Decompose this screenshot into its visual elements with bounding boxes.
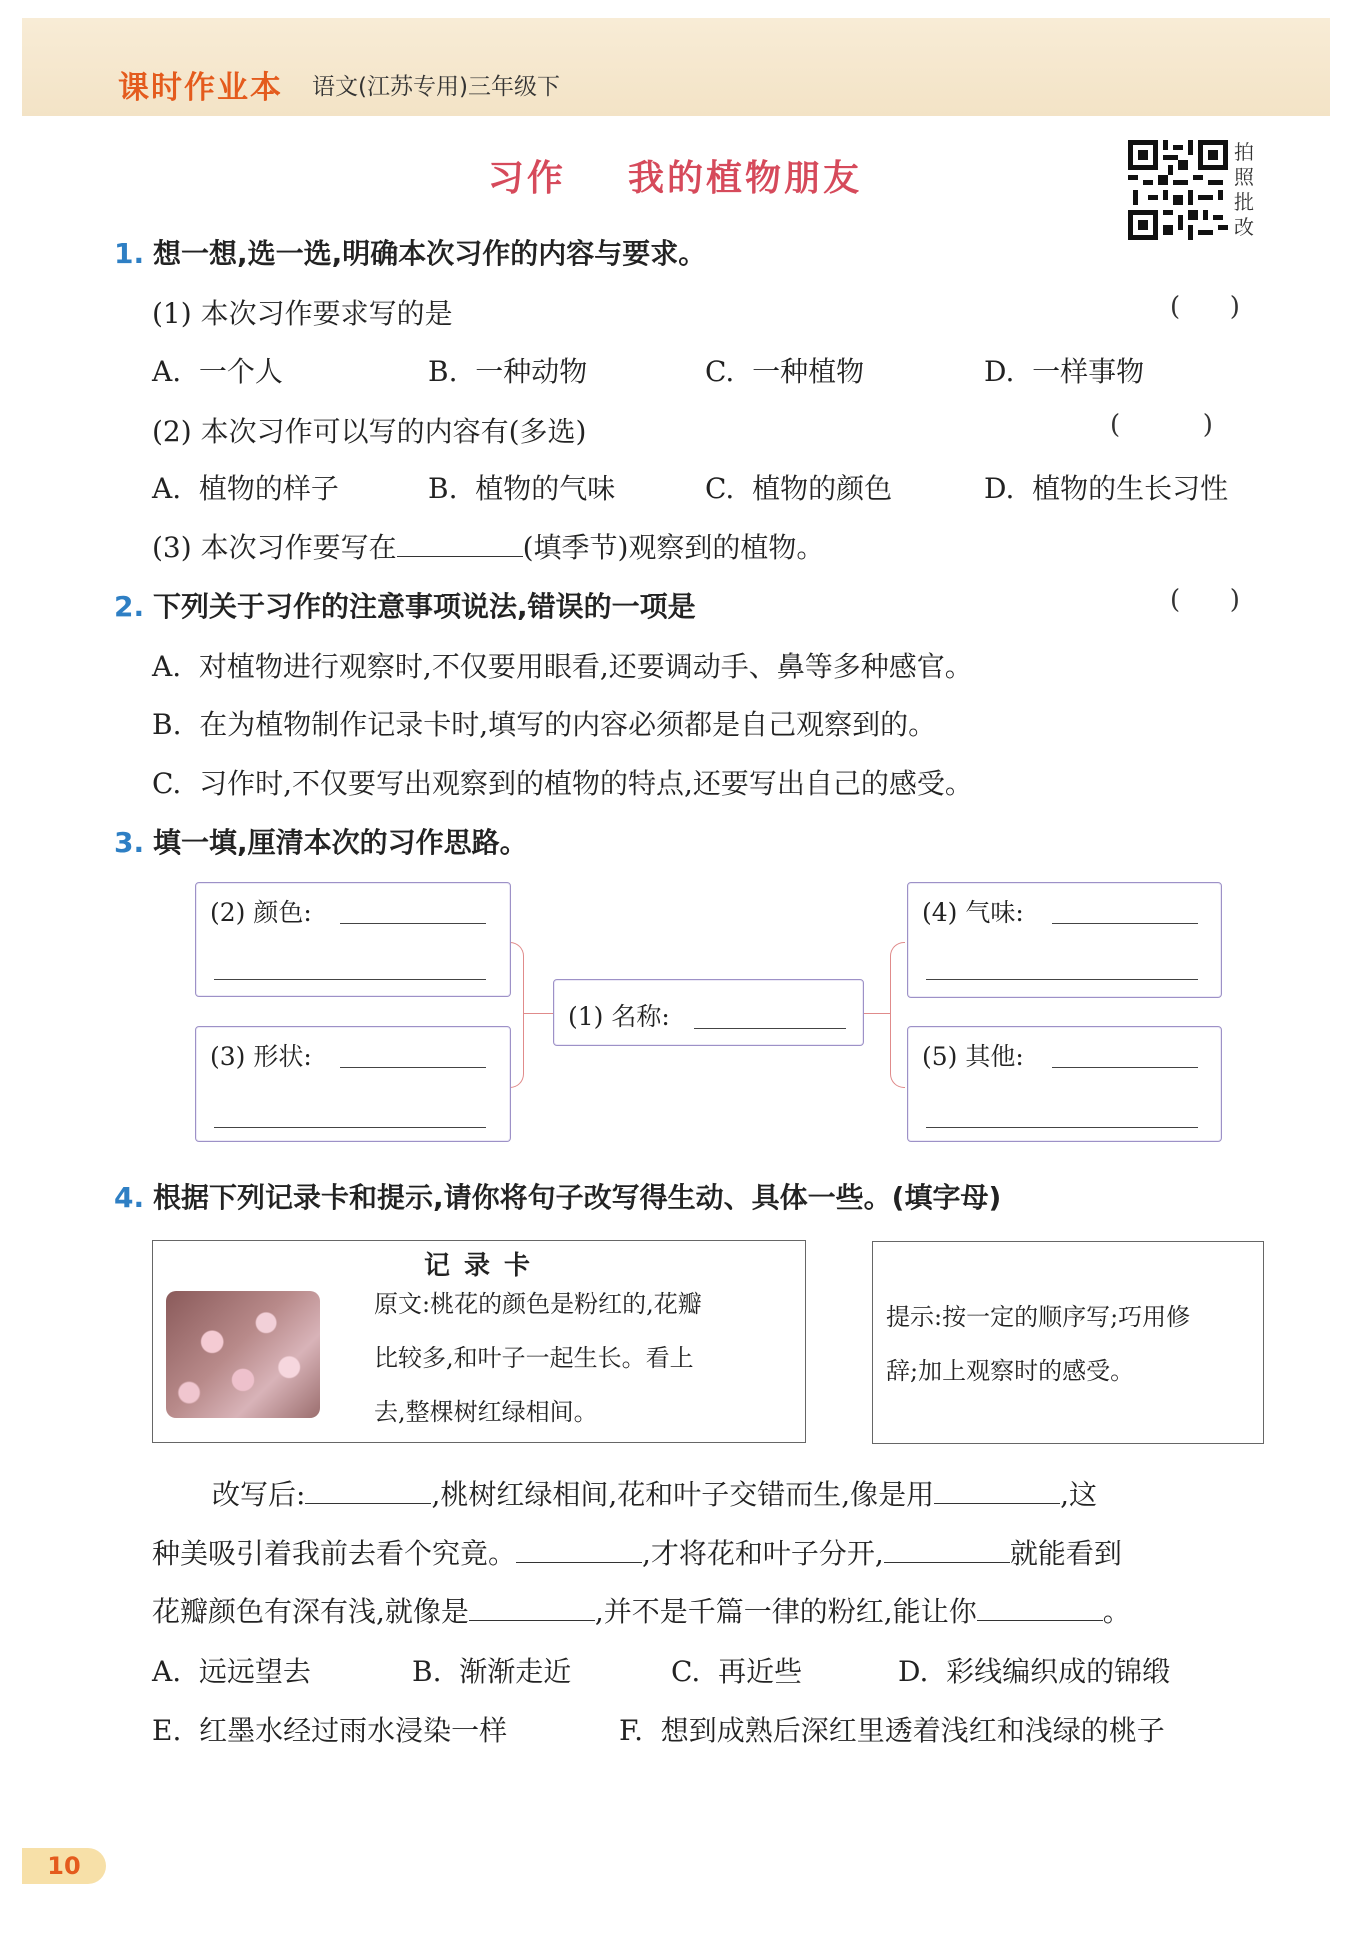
q4-option-c[interactable]: C. 再近些 xyxy=(671,1655,803,1688)
rewrite-1a: 改写后: xyxy=(212,1478,306,1511)
record-card-line-3: 去,整棵树红绿相间。 xyxy=(374,1398,598,1426)
q1-heading xyxy=(114,232,706,272)
rewrite-1b: ,桃树红绿相间,花和叶子交错而生,像是用 xyxy=(431,1478,935,1511)
connector-right xyxy=(890,942,905,1088)
rewrite-blank-6[interactable] xyxy=(977,1619,1103,1621)
rewrite-blank-4[interactable] xyxy=(884,1561,1010,1563)
peach-blossom-image xyxy=(166,1291,320,1418)
subject-label: 语文(江苏专用)三年级下 xyxy=(312,74,560,100)
box-name-label: (1) 名称: xyxy=(568,1002,670,1031)
q4-text: 根据下列记录卡和提示,请你将句子改写得生动、具体一些。(填字母) xyxy=(153,1181,1002,1214)
q4-option-d[interactable]: D. 彩线编织成的锦缎 xyxy=(898,1655,1171,1688)
q1-sub1-option-a[interactable]: A. 一个人 xyxy=(152,355,283,388)
q3-text: 填一填,厘清本次的习作思路。 xyxy=(153,826,528,859)
page-title: 习作 我的植物朋友 xyxy=(487,158,863,199)
box-color-blank-2[interactable] xyxy=(214,979,486,980)
q1-sub1-answer[interactable]: ( ) xyxy=(1170,292,1240,322)
q4-option-b[interactable]: B. 渐渐走近 xyxy=(412,1655,572,1688)
q2-heading xyxy=(114,585,696,625)
q2-option-c[interactable]: C. 习作时,不仅要写出观察到的植物的特点,还要写出自己的感受。 xyxy=(152,767,973,800)
box-other xyxy=(907,1026,1222,1142)
box-shape-blank-2[interactable] xyxy=(214,1127,486,1128)
q3-heading xyxy=(114,821,528,861)
qr-code-icon xyxy=(1128,140,1228,240)
q2-option-b[interactable]: B. 在为植物制作记录卡时,填写的内容必须都是自己观察到的。 xyxy=(152,708,937,741)
record-card-line-2: 比较多,和叶子一起生长。看上 xyxy=(374,1344,694,1372)
rewrite-line-1 xyxy=(212,1473,1097,1513)
rewrite-line-3 xyxy=(152,1590,1131,1630)
q4-heading xyxy=(114,1176,1001,1216)
connector-left-stem xyxy=(523,1013,553,1014)
rewrite-line-2 xyxy=(152,1532,1122,1572)
q1-sub1-option-b[interactable]: B. 一种动物 xyxy=(428,355,588,388)
rewrite-2b: ,才将花和叶子分开, xyxy=(642,1537,884,1570)
rewrite-blank-3[interactable] xyxy=(516,1561,642,1563)
box-smell-blank-2[interactable] xyxy=(926,979,1198,980)
box-other-blank-2[interactable] xyxy=(926,1127,1198,1128)
box-smell xyxy=(907,882,1222,998)
box-color-label: (2) 颜色: xyxy=(210,898,312,927)
record-card-line-1: 原文:桃花的颜色是粉红的,花瓣 xyxy=(374,1290,702,1318)
brand-title: 课时作业本 xyxy=(118,70,283,106)
q1-sub3-before: (3) 本次习作要写在 xyxy=(152,531,397,564)
rewrite-blank-1[interactable] xyxy=(305,1502,431,1504)
q2-number: 2. xyxy=(114,590,145,623)
q1-sub2-answer[interactable]: ( ) xyxy=(1110,410,1213,440)
box-color-blank-1[interactable] xyxy=(340,923,486,924)
box-name-blank[interactable] xyxy=(694,1028,846,1029)
box-color xyxy=(195,882,511,997)
q1-sub2-option-d[interactable]: D. 植物的生长习性 xyxy=(984,472,1229,505)
connector-right-stem xyxy=(862,1013,890,1014)
rewrite-blank-5[interactable] xyxy=(469,1619,595,1621)
q1-sub2-option-c[interactable]: C. 植物的颜色 xyxy=(705,472,893,505)
q1-number: 1. xyxy=(114,237,145,270)
q4-option-e[interactable]: E. 红墨水经过雨水浸染一样 xyxy=(152,1714,508,1747)
box-smell-label: (4) 气味: xyxy=(922,898,1024,927)
box-other-blank-1[interactable] xyxy=(1052,1067,1198,1068)
rewrite-3a: 花瓣颜色有深有浅,就像是 xyxy=(152,1595,469,1628)
q1-sub2-option-a[interactable]: A. 植物的样子 xyxy=(152,472,339,505)
qr-label: 拍照批改 xyxy=(1234,140,1254,239)
box-shape-label: (3) 形状: xyxy=(210,1042,312,1071)
hint-line-2: 辞;加上观察时的感受。 xyxy=(886,1357,1135,1385)
q1-sub1-option-c[interactable]: C. 一种植物 xyxy=(705,355,865,388)
q1-sub3-after: (填季节)观察到的植物。 xyxy=(522,531,825,564)
box-shape-blank-1[interactable] xyxy=(340,1067,486,1068)
rewrite-1c: ,这 xyxy=(1060,1478,1098,1511)
hint-line-1: 提示:按一定的顺序写;巧用修 xyxy=(886,1303,1191,1331)
q4-number: 4. xyxy=(114,1181,145,1214)
rewrite-3b: ,并不是千篇一律的粉红,能让你 xyxy=(594,1595,977,1628)
q2-option-a[interactable]: A. 对植物进行观察时,不仅要用眼看,还要调动手、鼻等多种感官。 xyxy=(152,650,973,683)
rewrite-3c: 。 xyxy=(1102,1595,1131,1628)
rewrite-2a: 种美吸引着我前去看个究竟。 xyxy=(152,1537,517,1570)
box-name xyxy=(553,979,864,1046)
q4-option-f[interactable]: F. 想到成熟后深红里透着浅红和浅绿的桃子 xyxy=(619,1714,1165,1747)
record-card-title: 记录卡 xyxy=(424,1251,545,1281)
page-number: 10 xyxy=(22,1848,106,1884)
q1-sub2: (2) 本次习作可以写的内容有(多选) xyxy=(152,415,587,448)
q2-text: 下列关于习作的注意事项说法,错误的一项是 xyxy=(153,590,696,623)
box-smell-blank-1[interactable] xyxy=(1052,923,1198,924)
connector-left xyxy=(509,942,524,1088)
q3-number: 3. xyxy=(114,826,145,859)
q1-sub1-option-d[interactable]: D. 一样事物 xyxy=(984,355,1145,388)
box-other-label: (5) 其他: xyxy=(922,1042,1024,1071)
q1-sub3-blank[interactable] xyxy=(397,555,523,557)
rewrite-2c: 就能看到 xyxy=(1009,1537,1122,1570)
q1-sub1: (1) 本次习作要求写的是 xyxy=(152,297,453,330)
q1-text: 想一想,选一选,明确本次习作的内容与要求。 xyxy=(153,237,707,270)
box-shape xyxy=(195,1026,511,1142)
rewrite-blank-2[interactable] xyxy=(934,1502,1060,1504)
q4-option-a[interactable]: A. 远远望去 xyxy=(152,1655,311,1688)
q1-sub2-option-b[interactable]: B. 植物的气味 xyxy=(428,472,616,505)
q1-sub3 xyxy=(152,526,824,566)
q2-answer[interactable]: ( ) xyxy=(1170,585,1240,615)
